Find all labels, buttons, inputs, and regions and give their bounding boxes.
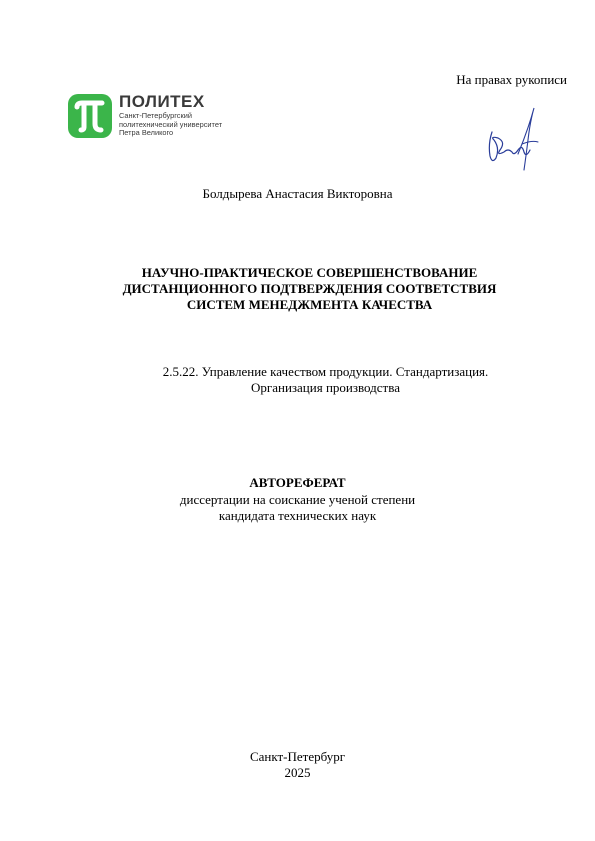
logo-subtitle-line: политехнический университет: [119, 119, 223, 129]
logo-subtitle: [119, 112, 222, 138]
rights-note: На правах рукописи: [456, 72, 567, 87]
university-logo: [68, 92, 258, 142]
author-name: Болдырева Анастасия Викторовна: [202, 186, 393, 201]
logo-subtitle-line: Санкт-Петербургский: [119, 111, 192, 120]
dissertation-title: [0, 265, 595, 313]
specialty-line: 2.5.22. Управление качеством продукции. Стандартизация.: [162, 364, 489, 379]
title-line: НАУЧНО-ПРАКТИЧЕСКОЕ СОВЕРШЕНСТВОВАНИЕ: [141, 265, 478, 280]
year: 2025: [284, 765, 311, 780]
title-line: СИСТЕМ МЕНЕДЖМЕНТА КАЧЕСТВА: [186, 297, 433, 312]
abstract-heading: АВТОРЕФЕРАТ: [249, 475, 346, 490]
place-and-year: [0, 749, 595, 781]
city: Санкт-Петербург: [249, 749, 346, 764]
abstract-description: [0, 492, 595, 524]
handwritten-signature: [478, 100, 548, 178]
abstract-line: диссертации на соискание ученой степени: [179, 492, 416, 507]
abstract-line: кандидата технических наук: [218, 508, 377, 523]
polytech-pi-logo-icon: [68, 94, 112, 138]
logo-title: ПОЛИТЕХ: [119, 92, 205, 111]
specialty: [0, 364, 595, 396]
title-line: ДИСТАНЦИОННОГО ПОДТВЕРЖДЕНИЯ СООТВЕТСТВИЯ: [122, 281, 497, 296]
specialty-line: Организация производства: [251, 380, 400, 395]
logo-subtitle-line: Петра Великого: [119, 128, 174, 138]
